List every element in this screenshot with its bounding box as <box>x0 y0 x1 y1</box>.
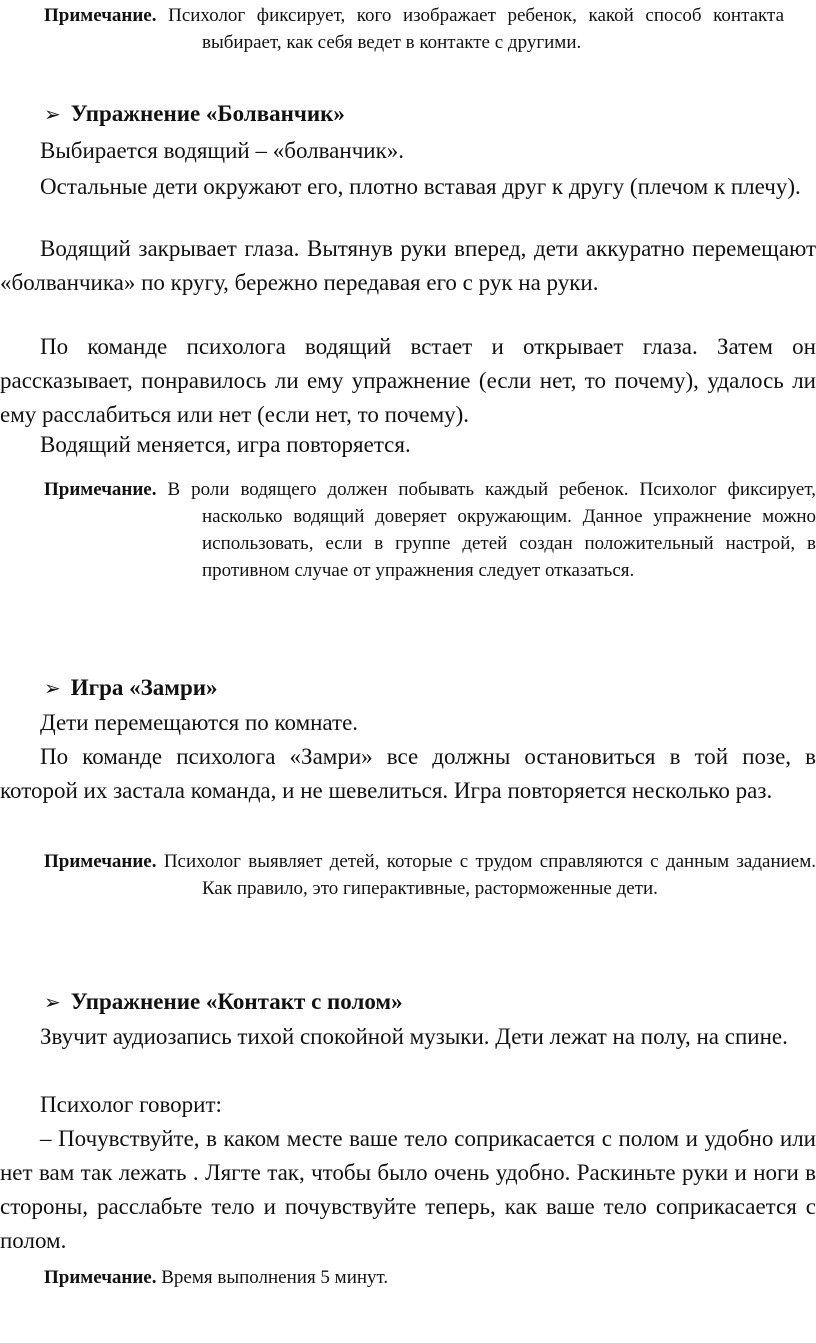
paragraph: По команде психолога «Замри» все должны остановиться в той позе, в которой их застала команда, и не шевелиться. Игра повторяется несколько раз. <box>0 744 816 803</box>
paragraph: Звучит аудиозапись тихой спокойной музыки. Дети лежат на полу, на спине. <box>40 1024 788 1049</box>
heading-title: Упражнение «Контакт с полом» <box>70 989 403 1014</box>
paragraph: Остальные дети окружают его, плотно вставая друг к другу (плечом к плечу). <box>40 174 801 199</box>
note-text: Психолог фиксирует, кого изображает ребенок, какой способ контакта выбирает, как себя ведет в контакте с другими. <box>168 5 784 53</box>
heading-title: Упражнение «Болванчик» <box>70 101 345 126</box>
section-heading-zamri <box>44 672 218 704</box>
note-text: Время выполнения 5 минут. <box>161 1267 389 1288</box>
note-label: Примечание. <box>44 1267 157 1288</box>
note-label: Примечание. <box>44 5 157 26</box>
paragraph: Выбирается водящий – «болванчик». <box>40 138 404 163</box>
paragraph: По команде психолога водящий встает и открывает глаза. Затем он рассказывает, понравилось ли ему упражнение (если нет, то почему), удалось ли ему расслабиться или нет (если нет, то почему). <box>0 334 816 427</box>
paragraph: Водящий закрывает глаза. Вытянув руки вперед, дети аккуратно перемещают «болванчика» по кругу, бережно передавая его с рук на руки. <box>0 236 816 295</box>
paragraph: Водящий меняется, игра повторяется. <box>40 432 411 457</box>
note-text: Психолог выявляет детей, которые с трудом справляются с данным заданием. Как правило, это гиперактивные, расторможенные дети. <box>163 851 816 899</box>
section-heading-kontakt <box>44 986 403 1018</box>
note-contact <box>44 2 784 56</box>
note-label: Примечание. <box>44 479 157 500</box>
arrow-bullet-icon: ➢ <box>44 990 61 1014</box>
paragraph: – Почувствуйте, в каком месте ваше тело соприкасается с полом и удобно или нет вам так лежать . Лягте так, чтобы было очень удобно. Раскиньте руки и ноги в стороны, расслабьте тело и почувствуйте теперь, как ваше тело соприкасается с полом. <box>0 1126 816 1253</box>
heading-title: Игра «Замри» <box>70 675 218 700</box>
section-heading-bolvanchik <box>44 98 345 130</box>
paragraph: Психолог говорит: <box>40 1092 222 1117</box>
arrow-bullet-icon: ➢ <box>44 676 61 700</box>
paragraph: Дети перемещаются по комнате. <box>40 710 359 735</box>
note-bolvanchik <box>44 476 816 584</box>
note-zamri <box>44 848 816 902</box>
note-label: Примечание. <box>44 851 157 872</box>
arrow-bullet-icon: ➢ <box>44 102 61 126</box>
note-text: В роли водящего должен побывать каждый ребенок. Психолог фиксирует, насколько водящий доверяет окружающим. Данное упражнение можно использовать, если в группе детей создан положительный настрой, в противном случае от упражнения следует отказаться. <box>167 479 816 581</box>
note-kontakt <box>44 1264 784 1291</box>
